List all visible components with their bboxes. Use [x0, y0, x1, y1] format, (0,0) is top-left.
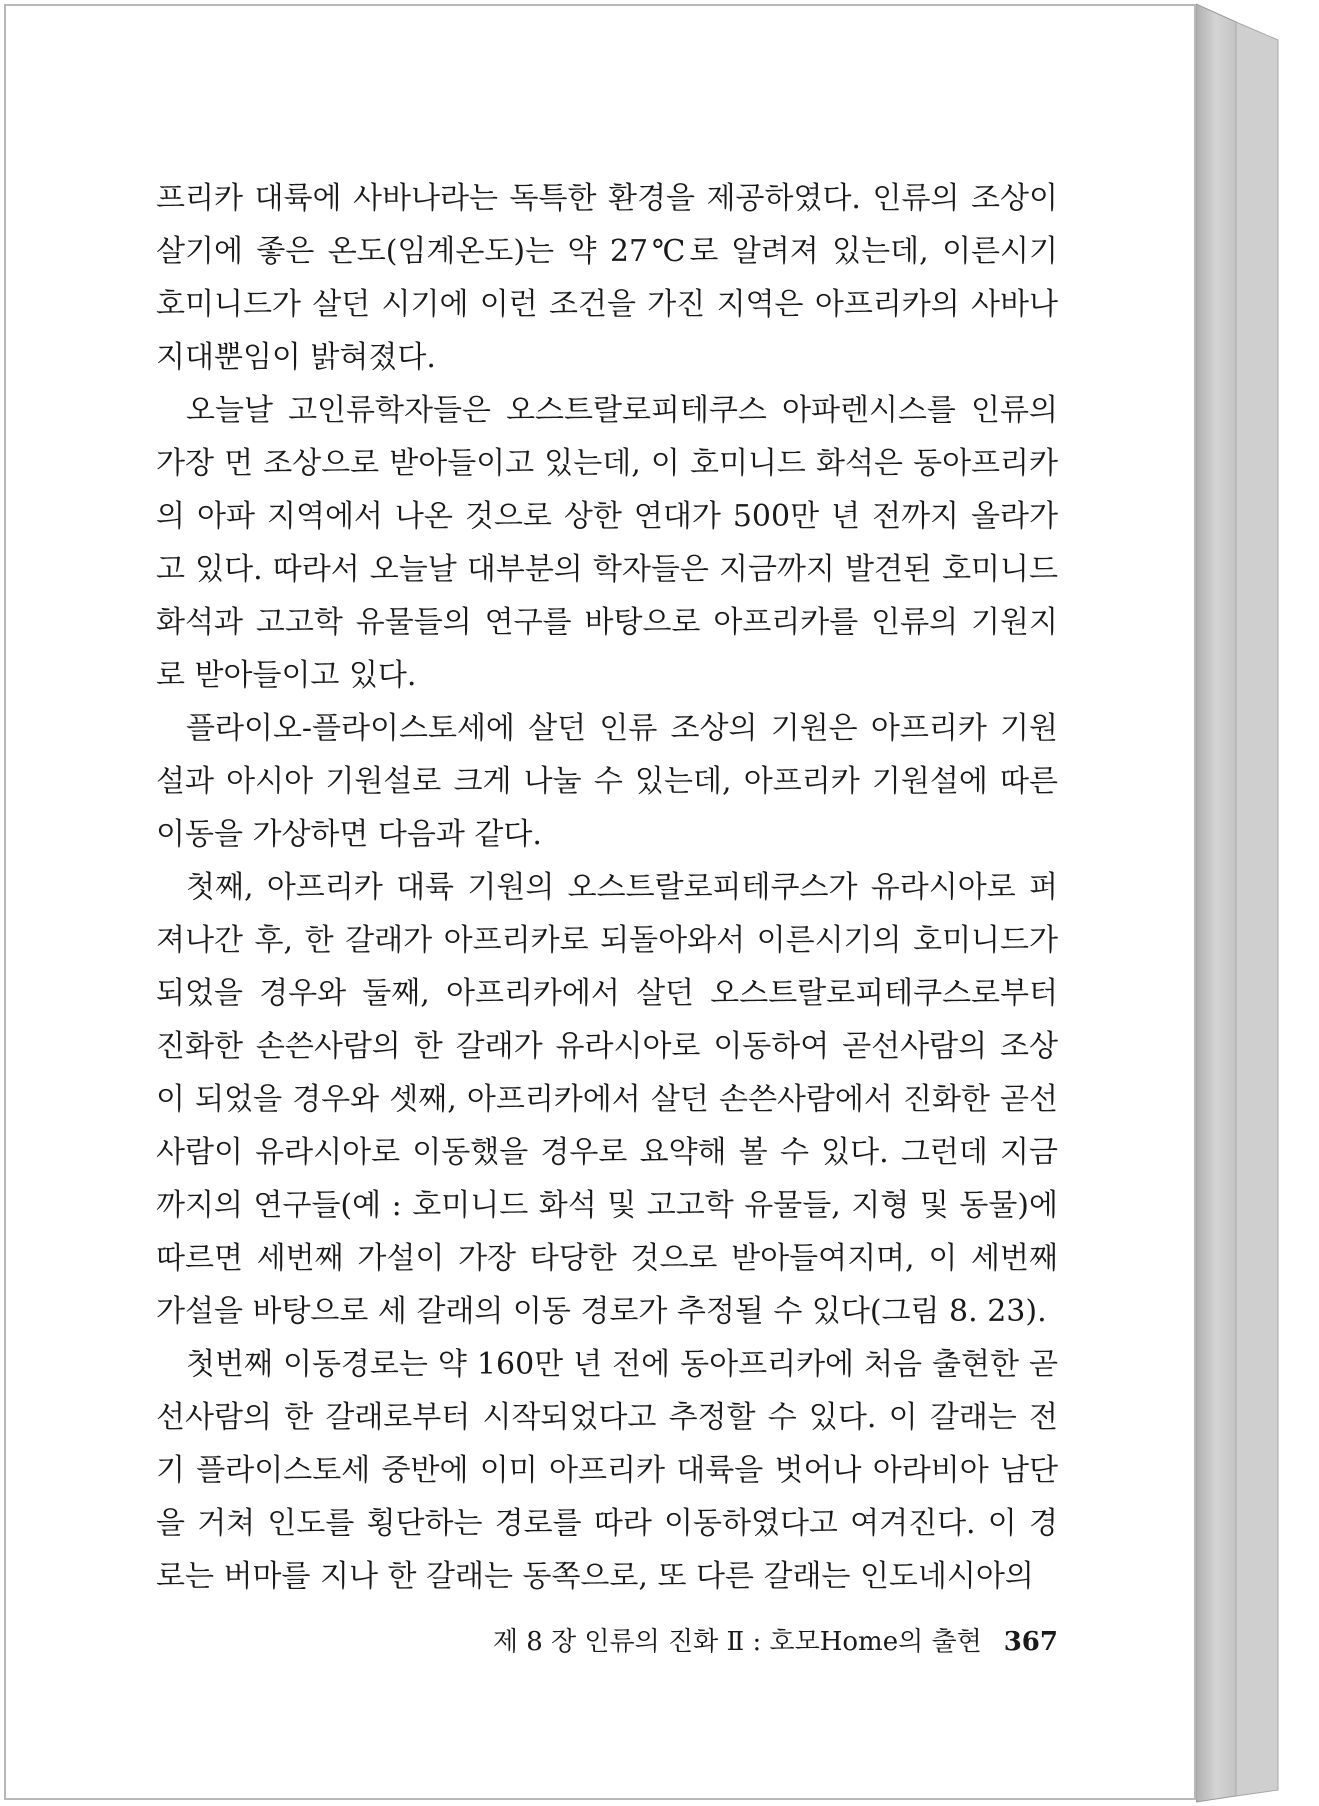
body-text	[156, 172, 1058, 1603]
page-number: 367	[1003, 1627, 1058, 1657]
book-page	[4, 4, 1196, 1800]
paragraph: 오늘날 고인류학자들은 오스트랄로피테쿠스 아파렌시스를 인류의 가장 먼 조상으로 받아들이고 있는데, 이 호미니드 화석은 동아프리카의 아파 지역에서 나온 것으로 상한 연대가 500만 년 전까지 올라가고 있다. 따라서 오늘날 대부분의 학자들은 지금까지 발견된 호미니드 화석과 고고학 유물들의 연구를 바탕으로 아프리카를 인류의 기원지로 받아들이고 있다.	[156, 393, 1058, 693]
running-head: 제 8 장 인류의 진화 Ⅱ : 호모Home의 출현	[492, 1627, 982, 1657]
paragraph: 첫째, 아프리카 대륙 기원의 오스트랄로피테쿠스가 유라시아로 퍼져나간 후, 한 갈래가 아프리카로 되돌아와서 이른시기의 호미니드가 되었을 경우와 둘째, 아프리카에서 살던 오스트랄로피테쿠스로부터 진화한 손쓴사람의 한 갈래가 유라시아로 이동하여 곧선사람의 조상이 되었을 경우와 셋째, 아프리카에서 살던 손쓴사람에서 진화한 곧선사람이 유라시아로 이동했을 경우로 요약해 볼 수 있다. 그런데 지금까지의 연구들(예 : 호미니드 화석 및 고고학 유물들, 지형 및 동물)에 따르면 세번째 가설이 가장 타당한 것으로 받아들여지며, 이 세번째 가설을 바탕으로 세 갈래의 이동 경로가 추정될 수 있다(그림 8. 23).	[156, 870, 1058, 1329]
paragraph: 플라이오-플라이스토세에 살던 인류 조상의 기원은 아프리카 기원설과 아시아 기원설로 크게 나눌 수 있는데, 아프리카 기원설에 따른 이동을 가상하면 다음과 같다.	[156, 711, 1059, 852]
paragraph: 첫번째 이동경로는 약 160만 년 전에 동아프리카에 처음 출현한 곧선사람의 한 갈래로부터 시작되었다고 추정할 수 있다. 이 갈래는 전기 플라이스토세 중반에 이미 아프리카 대륙을 벗어나 아라비아 남단을 거쳐 인도를 횡단하는 경로를 따라 이동하였다고 여겨진다. 이 경로는 버마를 지나 한 갈래는 동쪽으로, 또 다른 갈래는 인도네시아의	[156, 1347, 1058, 1594]
page-footer	[156, 1622, 1058, 1662]
book-spine-edge	[1196, 0, 1319, 1806]
paragraph: 프리카 대륙에 사바나라는 독특한 환경을 제공하였다. 인류의 조상이 살기에 좋은 온도(임계온도)는 약 27℃로 알려져 있는데, 이른시기 호미니드가 살던 시기에 이런 조건을 가진 지역은 아프리카의 사바나 지대뿐임이 밝혀졌다.	[156, 181, 1058, 375]
